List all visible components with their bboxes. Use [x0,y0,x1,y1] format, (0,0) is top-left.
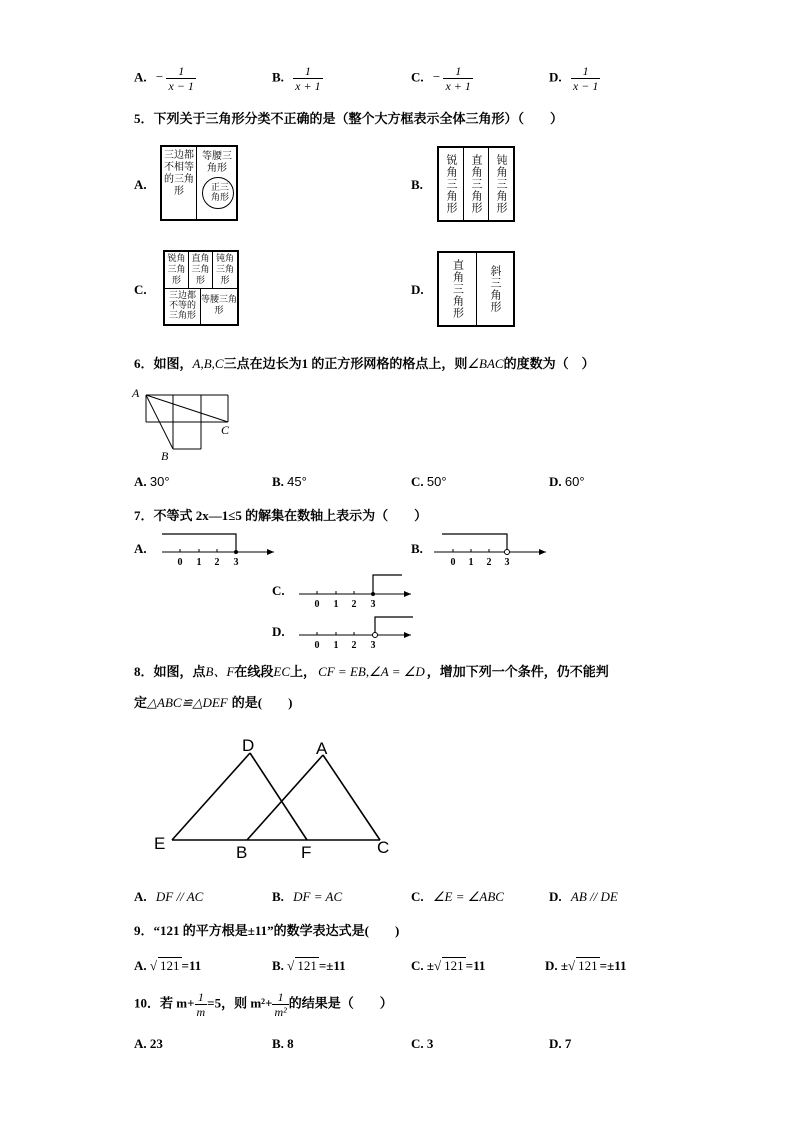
q5-diagram-d [437,251,515,327]
q6-option-b[interactable]: B. 45° [272,474,307,489]
q5-diagram-b [437,146,515,222]
q7-option-c-label[interactable]: C. [272,583,285,598]
q9-option-b[interactable]: B. √ 121 =±11 [272,958,346,973]
q8-triangle-figure [150,735,410,865]
q7-stem: 7．不等式 2x—1≤5 的解集在数轴上表示为（ ） [134,508,428,523]
q5-option-c-label[interactable]: C. [134,282,147,297]
point-c-label: C [221,423,230,437]
label-f: F [301,843,312,862]
svg-text:0: 0 [450,557,456,568]
q7-number-line-b [430,530,555,570]
cell-right: 直角三角形 [464,148,489,220]
q7-number-line-d [295,612,420,652]
fraction: $\frac{1}{x + 1}$ [445,64,471,93]
q7-option-a-label[interactable]: A. [134,541,147,556]
q5-stem: 5．下列关于三角形分类不正确的是（整个大方框表示全体三角形）（ ） [134,111,564,126]
cell-acute: 锐角三角形 [439,148,464,220]
cell-scalene: 三边都不相等的三角形 [162,147,197,219]
q8-option-b[interactable]: B. DF = AC [272,889,343,904]
q5-option-b-label[interactable]: B. [411,177,423,192]
q6-option-a[interactable]: A. 30° [134,474,170,489]
q8-stem-line2: 定△ABC≌△DEF 的是( ) [134,695,293,710]
q4-option-d[interactable]: D. $\frac{1}{x - 1}$ [549,64,599,93]
q4-option-c[interactable]: C. − $\frac{1}{x + 1}$ [411,64,471,93]
q6-option-d[interactable]: D. 60° [549,474,585,489]
svg-text:0: 0 [177,557,183,568]
q9-option-a[interactable]: A. √ 121 =11 [134,958,202,973]
svg-text:1: 1 [196,557,202,568]
cell-obtuse: 钝角三角形 [495,154,508,214]
q7-number-line-c [295,570,420,610]
fraction: $\frac{1}{x + 1}$ [295,64,321,93]
cell-obtuse: 钝角三角形 [213,252,237,289]
q9-option-d[interactable]: D. ±√ 121 =±11 [545,958,627,973]
cell-isosceles: 等腰三角形 [202,151,232,174]
q9-stem: 9．“121 的平方根是±11”的数学表达式是( ) [134,923,400,938]
label-a: A [316,739,328,758]
q4-option-b[interactable]: B. $\frac{1}{x + 1}$ [272,64,321,93]
fraction: $\frac{1}{x - 1}$ [168,64,194,93]
cell-scalene: 三边都不等的三角形 [165,289,201,324]
svg-text:0: 0 [314,599,320,610]
q9-option-c[interactable]: C. ±√ 121 =11 [411,958,486,973]
svg-text:1: 1 [333,640,339,651]
q7-option-b-label[interactable]: B. [411,541,423,556]
cell-equilateral: 正三角形 [210,183,229,203]
q7-number-line-a [158,530,283,570]
svg-text:1: 1 [468,557,474,568]
sqrt-sign: √ [568,958,576,973]
q7-option-d-label[interactable]: D. [272,624,285,639]
svg-text:2: 2 [351,599,357,610]
q10-option-d[interactable]: D. 7 [549,1036,572,1051]
q8-stem-line1: 8．如图，点B、F在线段EC上， CF = EB,∠A = ∠D ，增加下列一个条件，仍不能判 [134,664,609,679]
q5-diagram-c [163,250,239,326]
svg-text:1: 1 [333,599,339,610]
q10-option-b[interactable]: B. 8 [272,1036,294,1051]
cell-oblique: 斜三角形 [489,265,502,313]
svg-text:0: 0 [314,640,320,651]
label-d: D [242,736,255,755]
q6-grid-figure [130,384,240,464]
sqrt-sign: √ [149,958,158,973]
q10-option-c[interactable]: C. 3 [411,1036,434,1051]
fraction: $\frac{1}{\text{m²}}$ [274,990,287,1019]
q5-option-d-label[interactable]: D. [411,282,424,297]
point-a-label: A [132,386,140,400]
fraction: $\frac{1}{x - 1}$ [572,64,599,93]
svg-text:2: 2 [351,640,357,651]
svg-text:3: 3 [504,557,510,568]
cell-acute: 锐角三角形 [165,252,189,289]
q10-stem: 10．若 m+ $\frac{1}{m}$ =5，则 m²+ $\frac{1}{\text{m²}}$ 的结果是（ ） [134,990,393,1019]
q5-option-a-label[interactable]: A. [134,177,147,192]
q6-stem: 6．如图，A,B,C三点在边长为1 的正方形网格的格点上，则∠BAC的度数为（ ） [134,356,595,371]
sqrt-sign: √ [287,958,295,973]
sqrt-sign: √ [434,958,442,973]
q8-option-d[interactable]: D. AB // DE [549,889,618,904]
q8-option-c[interactable]: C. ∠E = ∠ABC [411,889,504,904]
point-b-label: B [161,449,169,463]
svg-text:2: 2 [214,557,220,568]
q10-option-a[interactable]: A. 23 [134,1036,163,1051]
svg-text:2: 2 [486,557,492,568]
fraction: $\frac{1}{m}$ [196,990,206,1019]
cell-right: 直角三角形 [439,253,477,325]
svg-text:3: 3 [233,557,239,568]
q6-option-c[interactable]: C. 50° [411,474,447,489]
cell-right: 直角三角形 [189,252,213,289]
svg-text:3: 3 [370,599,376,610]
label-e: E [154,834,166,853]
svg-text:3: 3 [370,640,376,651]
q5-diagram-a [160,145,238,221]
q8-option-a[interactable]: A. DF // AC [134,889,204,904]
label-b: B [236,843,248,862]
q4-option-a[interactable]: A. − $\frac{1}{x - 1}$ [134,64,194,93]
label-c: C [377,838,390,857]
cell-isosceles: 等腰三角形 [201,295,238,316]
